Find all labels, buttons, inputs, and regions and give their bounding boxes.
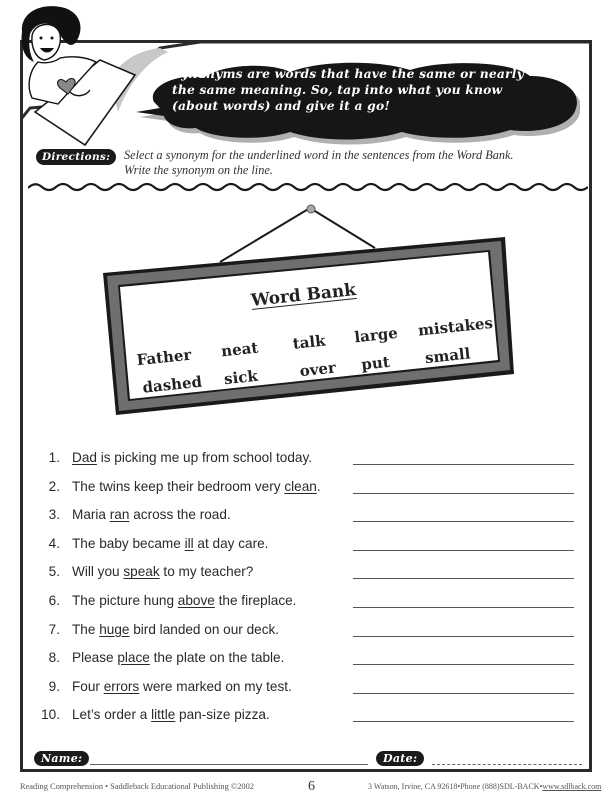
sentence-text: bird landed on our deck. [129, 621, 280, 637]
sentence-text: across the road. [129, 507, 231, 523]
word-bank-word: talk [291, 331, 327, 353]
question-number: 6. [48, 593, 60, 608]
question-sentence [72, 564, 253, 579]
answer-line[interactable] [353, 464, 574, 465]
word-bank-word: large [353, 323, 399, 347]
sentence-text: The baby became [72, 535, 185, 551]
question-sentence [72, 650, 284, 665]
underlined-word: huge [99, 621, 130, 637]
underlined-word: errors [103, 678, 140, 694]
sentence-text: . [316, 478, 321, 494]
sentence-text: The [72, 621, 100, 637]
word-bank-word: neat [220, 338, 260, 361]
directions-line: Select a synonym for the underlined word in the sentences from the Word Bank. [124, 148, 514, 162]
directions-label: Directions: [36, 149, 116, 165]
question-row [30, 536, 590, 556]
question-sentence [72, 707, 270, 722]
question-number: 4. [48, 535, 60, 551]
word-bank-word: Father [135, 345, 193, 370]
question-row [30, 593, 590, 613]
question-sentence [72, 507, 231, 522]
question-row [30, 679, 590, 699]
sentence-text: is picking me up from school today. [96, 450, 313, 465]
underlined-word: clean [284, 478, 317, 494]
footer-address: 3 Watson, Irvine, CA 92618•Phone (888)SDL-BACK• [368, 782, 543, 791]
sentence-text: Maria [72, 507, 110, 523]
answer-line[interactable] [353, 607, 574, 608]
sentence-text: Let’s order a [72, 707, 152, 723]
question-number: 7. [48, 621, 60, 637]
question-number: 10. [41, 707, 60, 723]
question-number: 5. [48, 564, 60, 580]
underlined-word: speak [123, 564, 160, 580]
name-field[interactable] [90, 764, 368, 765]
footer-publisher: Reading Comprehension • Saddleback Educational Publishing ©2002 [20, 782, 254, 791]
intro-line: (about words) and give it a go! [172, 98, 390, 113]
underlined-word: ill [184, 535, 194, 551]
question-sentence [72, 622, 279, 637]
question-number: 1. [48, 450, 60, 465]
question-sentence [72, 593, 296, 608]
question-row [30, 622, 590, 642]
underlined-word: little [151, 707, 176, 723]
answer-line[interactable] [353, 693, 574, 694]
question-number: 8. [48, 650, 60, 666]
question-sentence [72, 679, 292, 694]
question-row [30, 650, 590, 670]
sentence-text: The picture hung [72, 593, 178, 608]
answer-line[interactable] [353, 550, 574, 551]
word-bank-word: mistakes [417, 313, 494, 340]
underlined-word: Dad [72, 450, 97, 465]
question-sentence [72, 536, 268, 551]
word-bank-word: over [298, 358, 337, 381]
question-number: 9. [48, 678, 60, 694]
sentence-text: Please [72, 650, 118, 666]
question-sentence [72, 450, 312, 465]
answer-line[interactable] [353, 578, 574, 579]
question-row [30, 564, 590, 584]
answer-line[interactable] [353, 721, 574, 722]
question-row [30, 450, 590, 470]
intro-line: the same meaning. So, tap into what you know [172, 82, 503, 97]
page-number: 6 [308, 779, 315, 794]
sign-string [310, 208, 375, 248]
question-row [30, 507, 590, 527]
sentence-text: Will you [72, 564, 124, 580]
underlined-word: ran [109, 507, 130, 523]
question-row [30, 479, 590, 499]
sentence-text: to my teacher? [159, 564, 254, 580]
question-sentence [72, 479, 321, 494]
date-field[interactable] [432, 764, 582, 765]
answer-line[interactable] [353, 493, 574, 494]
footer-website-link[interactable]: www.sdlback.com [542, 782, 602, 791]
name-label: Name: [34, 751, 89, 766]
answer-line[interactable] [353, 636, 574, 637]
sign-string [220, 208, 310, 262]
sentence-text: pan-size pizza. [175, 707, 270, 723]
nail-icon [307, 205, 315, 213]
answer-line[interactable] [353, 521, 574, 522]
question-number: 2. [48, 478, 60, 494]
sentence-text: at day care. [193, 535, 269, 551]
answer-line[interactable] [353, 664, 574, 665]
sentence-text: the plate on the table. [149, 650, 285, 666]
word-bank-word: dashed [141, 372, 203, 397]
sentence-text: were marked on my test. [139, 678, 292, 694]
sentence-text: Four [72, 678, 104, 694]
underlined-word: place [117, 650, 150, 666]
word-bank-word: small [424, 344, 472, 368]
underlined-word: above [177, 593, 215, 608]
question-number: 3. [48, 507, 60, 523]
word-bank-word: sick [223, 366, 259, 389]
sentence-text: the fireplace. [214, 593, 297, 608]
directions-line: Write the synonym on the line. [124, 163, 273, 177]
footer-contact [368, 782, 601, 791]
question-row [30, 707, 590, 727]
sentence-text: The twins keep their bedroom very [72, 478, 285, 494]
word-bank-title: Word Bank [250, 280, 357, 311]
word-bank-word: put [360, 352, 391, 374]
date-label: Date: [376, 751, 424, 766]
intro-line: Synonyms are words that have the same or nearly [172, 66, 524, 81]
